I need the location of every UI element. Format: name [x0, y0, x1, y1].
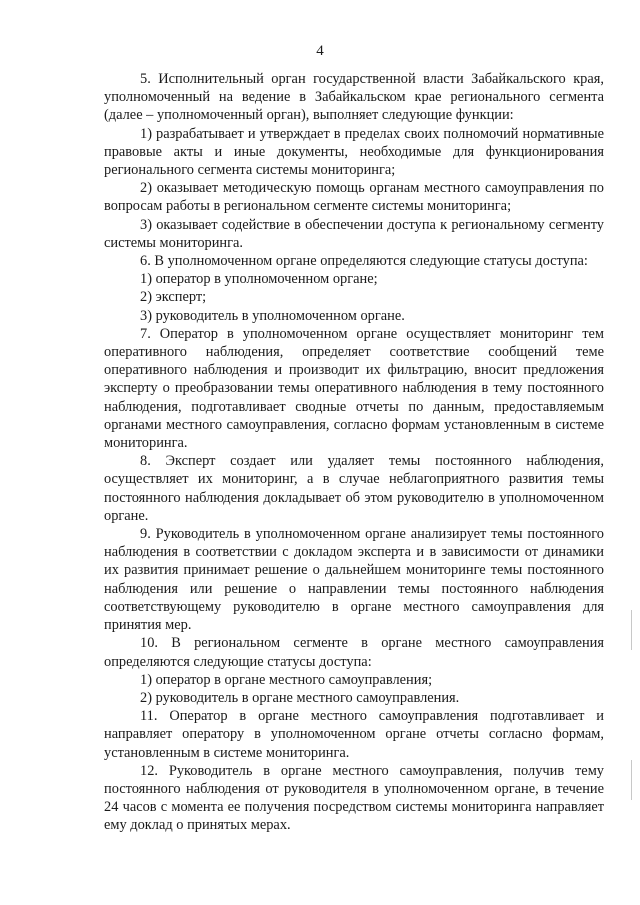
page-number: 4	[316, 43, 324, 59]
paragraph-11: 11. Оператор в органе местного самоуправления подготавливает и направляет оператору в уполномоченном органе отчеты согласно формам, установленным в системе мониторинга.	[104, 708, 604, 761]
paragraph-10-item-1: 1) оператор в органе местного самоуправления;	[140, 671, 433, 688]
paragraph-10: 10. В региональном сегменте в органе местного самоуправления определяются следующие статусы доступа:	[104, 635, 604, 670]
paragraph-5-item-1: 1) разрабатывает и утверждает в пределах своих полномочий нормативные правовые акты и иные документы, необходимые для функционирования регионального сегмента системы мониторинга;	[104, 125, 604, 179]
scan-edge-mark	[631, 760, 632, 800]
paragraph-5: 5. Исполнительный орган государственной власти Забайкальского края, уполномоченный на ведение в Забайкальском крае регионального сегмента (далее – уполномоченный орган), выполняет следующие функции:	[104, 71, 604, 124]
paragraph-6-item-3: 3) руководитель в уполномоченном органе.	[140, 307, 405, 324]
scan-edge-mark	[631, 610, 632, 650]
paragraph-6-item-2: 2) эксперт;	[140, 289, 207, 306]
paragraph-7: 7. Оператор в уполномоченном органе осуществляет мониторинг тем оперативного наблюдения, определяет соответствие сообщений теме оперативного наблюдения и производит их фильтрацию, вносит предложения эксперту о преобразовании темы оперативного наблюдения в тему постоянного наблюдения, подготавливает сводные отчеты по данным, предоставляемым органами местного самоуправления, согласно формам установленным в системе мониторинга.	[104, 325, 604, 452]
paragraph-6-item-1: 1) оператор в уполномоченном органе;	[140, 271, 378, 288]
document-body	[104, 70, 604, 835]
paragraph-5-item-2: 2) оказывает методическую помощь органам местного самоуправления по вопросам работы в региональном сегменте системы мониторинга;	[104, 180, 604, 215]
paragraph-6: 6. В уполномоченном органе определяются следующие статусы доступа:	[140, 253, 588, 270]
paragraph-12: 12. Руководитель в органе местного самоуправления, получив тему постоянного наблюдения от руководителя в уполномоченном органе, в течение 24 часов с момента ее получения посредством системы мониторинга направляет ему доклад о принятых мерах.	[104, 762, 604, 834]
paragraph-10-item-2: 2) руководитель в органе местного самоуправления.	[140, 689, 460, 706]
paragraph-9: 9. Руководитель в уполномоченном органе анализирует темы постоянного наблюдения в соответствии с докладом эксперта и в зависимости от динамики их развития принимает решение о дальнейшем мониторинге темы постоянного наблюдения или решение о направлении темы постоянного наблюдения соответствующему руководителю в органе местного самоуправления для принятия мер.	[104, 526, 604, 634]
paragraph-8: 8. Эксперт создает или удаляет темы постоянного наблюдения, осуществляет их мониторинг, а в случае неблагоприятного развития темы постоянного наблюдения докладывает об этом руководителю в уполномоченном органе.	[104, 453, 604, 524]
paragraph-5-item-3: 3) оказывает содействие в обеспечении доступа к региональному сегменту системы мониторинга.	[104, 216, 604, 251]
